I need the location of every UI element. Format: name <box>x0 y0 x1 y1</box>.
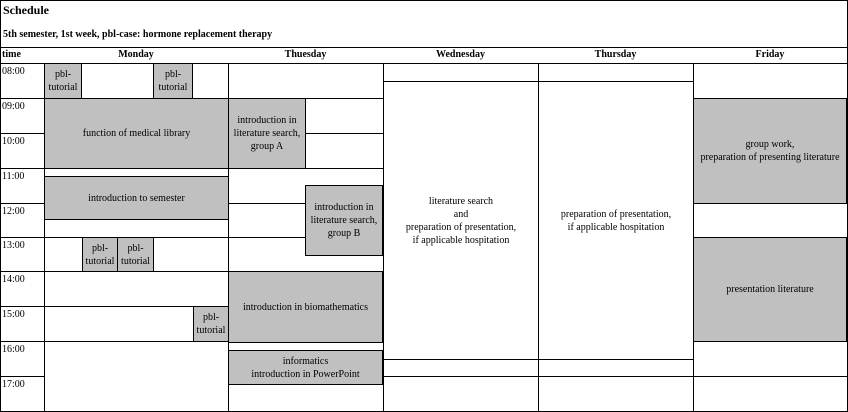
event-label: literature search and preparation of presentation, if applicable hospitation <box>405 195 517 246</box>
event-label: introduction in biomathematics <box>243 301 368 313</box>
time-label: 15:00 <box>2 309 25 320</box>
time-label: 11:00 <box>2 171 25 182</box>
event-label: pbl- tutorial <box>121 242 150 267</box>
time-label: 14:00 <box>2 274 25 285</box>
event-lit-search-group-a <box>228 98 306 169</box>
event-lit-search-group-b <box>305 185 383 256</box>
time-label: 16:00 <box>2 344 25 355</box>
event-label: pbl- tutorial <box>158 69 188 93</box>
event-label: pbl- tutorial <box>85 242 115 267</box>
time-label: 10:00 <box>2 136 25 147</box>
time-rule <box>0 271 44 272</box>
event-label: pbl- tutorial <box>196 312 226 336</box>
event-label: presentation literature <box>726 284 814 295</box>
time-rule <box>0 168 44 169</box>
time-label: 17:00 <box>2 379 25 390</box>
time-label: 12:00 <box>2 206 25 217</box>
page-subtitle: 5th semester, 1st week, pbl-case: hormone replacement therapy <box>3 29 273 40</box>
event-pbl-tutorial <box>44 63 82 99</box>
time-label: 08:00 <box>2 66 25 77</box>
event-pbl-tutorial <box>117 237 154 272</box>
event-label: group work, preparation of presenting literature <box>700 139 840 163</box>
header-friday: Friday <box>755 49 785 60</box>
event-label: informatics introduction in PowerPoint <box>251 355 360 380</box>
event-pbl-tutorial <box>153 63 193 99</box>
header-time: time <box>2 49 21 60</box>
time-rule <box>0 133 44 134</box>
event-label: introduction in literature search, group A <box>233 115 301 152</box>
event-biomathematics <box>228 271 383 343</box>
time-rule <box>0 203 44 204</box>
time-rule <box>0 341 44 342</box>
header-monday: Monday <box>118 49 154 60</box>
event-label: preparation of presentation, if applicable hospitation <box>560 208 672 233</box>
time-label: 13:00 <box>2 240 25 251</box>
event-pbl-tutorial <box>82 237 118 272</box>
header-wednesday: Wednesday <box>436 49 485 60</box>
event-intro-semester <box>44 176 229 220</box>
event-informatics <box>228 350 383 385</box>
event-label: introduction to semester <box>88 192 185 204</box>
time-rule <box>0 306 44 307</box>
time-rule <box>0 98 44 99</box>
header-bottom-rule <box>0 63 848 64</box>
header-thursday: Thursday <box>594 49 637 60</box>
event-label: pbl- tutorial <box>48 69 78 93</box>
event-label: function of medical library <box>82 128 191 139</box>
friday-rule <box>693 376 847 377</box>
time-rule <box>0 237 44 238</box>
wed-thu-rule <box>383 376 693 377</box>
thuesday-rule <box>306 133 383 134</box>
event-medical-library <box>44 98 229 169</box>
event-preparation-presentation <box>538 81 694 360</box>
event-group-work <box>693 98 847 204</box>
time-rule <box>0 376 44 377</box>
event-literature-search <box>383 81 539 360</box>
time-label: 09:00 <box>2 101 25 112</box>
header-thuesday: Thuesday <box>284 49 327 60</box>
page-title: Schedule <box>3 3 50 17</box>
event-label: introduction in literature search, group B <box>310 202 378 239</box>
event-pbl-tutorial <box>193 306 229 342</box>
event-presentation-literature <box>693 237 847 342</box>
